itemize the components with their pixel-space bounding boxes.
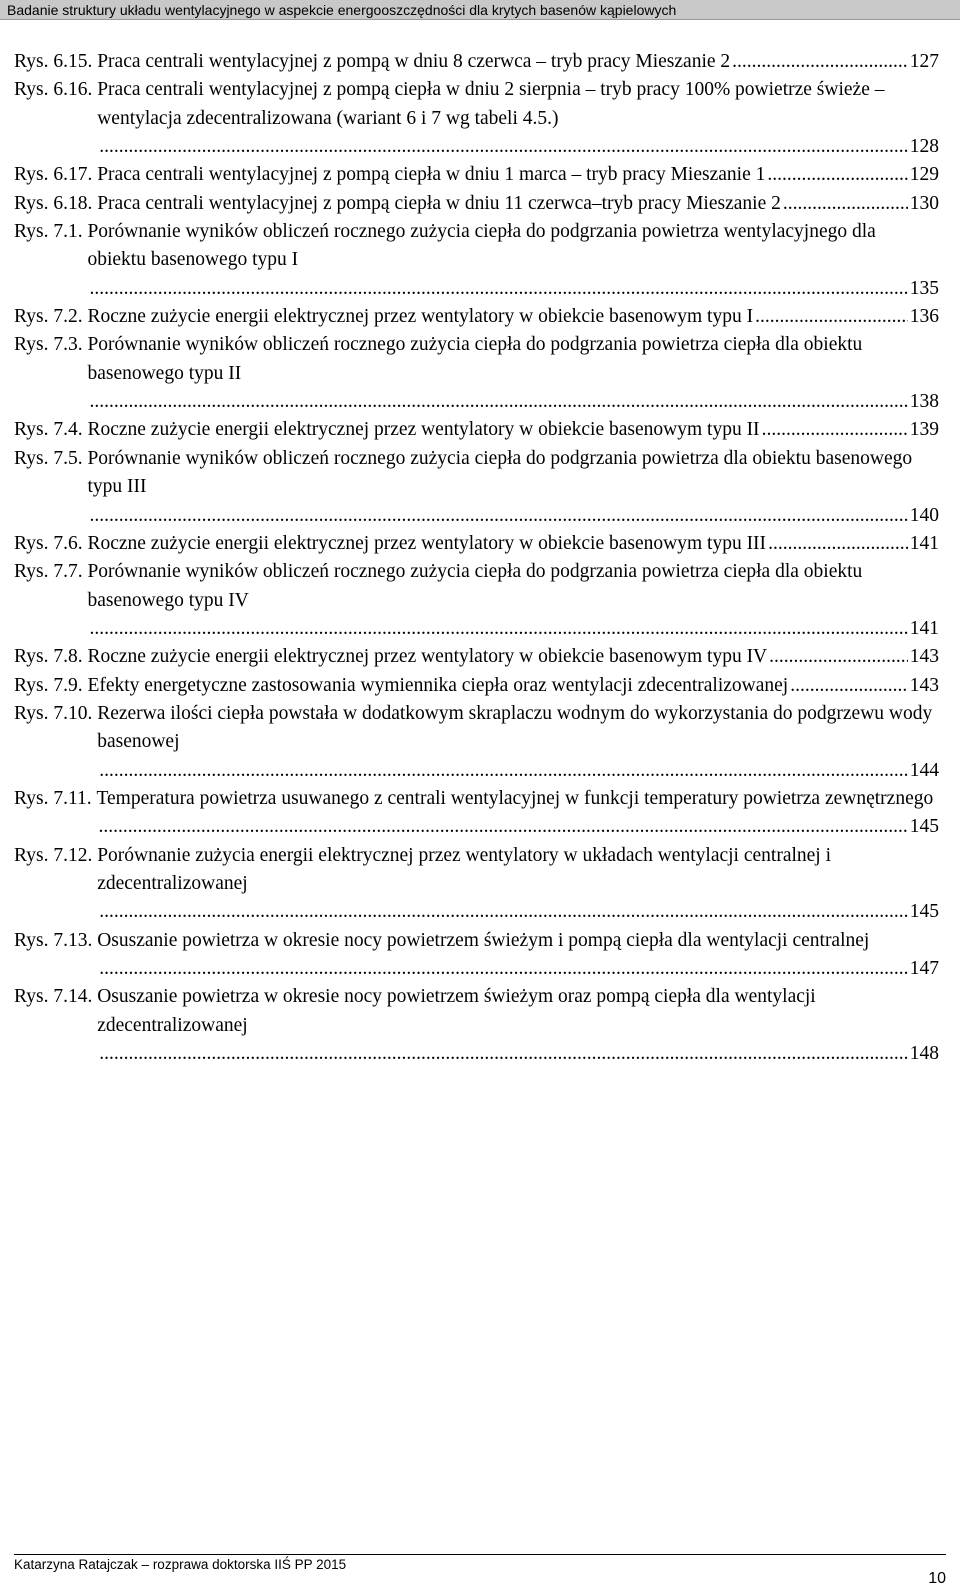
figure-number: Rys. 7.5. [14, 447, 88, 469]
toc-entry[interactable] [14, 76, 939, 161]
figure-title: Porównanie wyników obliczeń rocznego zużycia ciepła do podgrzania powietrza wentylacyjnego dla obiektu basenowego typu I [87, 221, 876, 271]
page-number: 139 [909, 419, 939, 441]
figure-title: Roczne zużycie energii elektrycznej przez wentylatory w obiekcie basenowym typu II [87, 419, 760, 441]
page-number: 145 [909, 901, 939, 923]
figure-title: Rezerwa ilości ciepła powstała w dodatkowym skraplaczu wodnym do wykorzystania do podgrzewu wody basenowej [97, 702, 933, 753]
toc-entry[interactable] [14, 700, 939, 785]
toc-entry[interactable] [14, 643, 939, 671]
dot-leader [788, 672, 908, 700]
dot-leader [753, 303, 908, 331]
toc-entry[interactable] [14, 48, 939, 76]
figure-number: Rys. 7.12. [14, 844, 98, 866]
page-number: 135 [909, 277, 939, 299]
page-number: 143 [909, 674, 939, 696]
toc-entry[interactable] [14, 218, 939, 303]
toc-entry[interactable] [14, 530, 939, 558]
page-number: 141 [909, 532, 939, 554]
toc-entry[interactable] [14, 842, 939, 927]
figure-number: Rys. 7.14. [14, 986, 98, 1008]
toc-entry[interactable] [14, 161, 939, 189]
dot-leader [760, 416, 908, 444]
figure-title: Roczne zużycie energii elektrycznej przez wentylatory w obiekcie basenowym typu III [87, 532, 767, 554]
figure-number: Rys. 6.17. [14, 164, 98, 186]
figure-title: Roczne zużycie energii elektrycznej przez wentylatory w obiekcie basenowym typu IV [87, 646, 768, 668]
toc-entry[interactable] [14, 303, 939, 331]
page-number: 136 [909, 306, 939, 328]
page-number: 141 [909, 617, 939, 639]
toc-entry[interactable] [14, 927, 939, 984]
figure-number: Rys. 6.15. [14, 51, 98, 72]
figure-number: Rys. 7.11. [14, 787, 97, 809]
dot-leader [87, 502, 907, 530]
toc-entry[interactable] [14, 331, 939, 416]
dot-leader [730, 48, 908, 76]
figure-title: Osuszanie powietrza w okresie nocy powietrzem świeżym oraz pompą ciepła dla wentylacji zdecentralizowanej [97, 986, 816, 1036]
page-number: 144 [909, 759, 939, 781]
figure-number: Rys. 7.1. [14, 221, 88, 243]
dot-leader [767, 643, 908, 671]
dot-leader [765, 161, 907, 189]
dot-leader [96, 813, 907, 841]
page-number: 130 [909, 192, 939, 214]
dot-leader [97, 1040, 908, 1068]
page-number: 128 [909, 136, 939, 158]
footer-author: Katarzyna Ratajczak – rozprawa doktorska IIŚ PP 2015 [14, 1557, 347, 1572]
dot-leader [97, 133, 908, 161]
dot-leader [87, 388, 907, 416]
page-number: 143 [909, 646, 939, 668]
figure-title: Porównanie wyników obliczeń rocznego zużycia ciepła do podgrzania powietrza ciepła dla obiektu basenowego typu IV [87, 561, 863, 611]
toc-entry[interactable] [14, 190, 939, 218]
figure-title: Roczne zużycie energii elektrycznej przez wentylatory w obiekcie basenowym typu I [87, 306, 754, 328]
figure-title: Porównanie wyników obliczeń rocznego zużycia ciepła do podgrzania powietrza ciepła dla obiektu basenowego typu II [87, 334, 863, 384]
toc-entry[interactable] [14, 672, 939, 700]
dot-leader [781, 190, 908, 218]
figure-number: Rys. 7.2. [14, 306, 88, 328]
figure-number: Rys. 7.8. [14, 646, 88, 668]
toc-entry[interactable] [14, 558, 939, 643]
page-number: 145 [909, 816, 939, 838]
dot-leader [97, 757, 908, 785]
footer-page-number: 10 [928, 1570, 946, 1587]
page-number: 140 [909, 504, 939, 526]
page-number: 147 [909, 958, 939, 979]
dot-leader [87, 275, 907, 303]
figure-number: Rys. 7.4. [14, 419, 88, 441]
figure-title: Praca centrali wentylacyjnej z pompą ciepła w dniu 11 czerwca–tryb pracy Mieszanie 2 [97, 192, 781, 214]
figure-title: Porównanie zużycia energii elektrycznej przez wentylatory w układach wentylacji centralnej i zdecentralizowanej [97, 844, 832, 894]
toc-entry[interactable] [14, 983, 939, 1068]
toc-entry[interactable] [14, 785, 939, 842]
figure-number: Rys. 7.9. [14, 674, 88, 696]
running-header: Badanie struktury układu wentylacyjnego w aspekcie energooszczędności dla krytych basenów kąpielowych [0, 0, 960, 20]
figure-title: Praca centrali wentylacyjnej z pompą ciepła w dniu 2 sierpnia – tryb pracy 100% powietrze świeże – wentylacja zdecentralizowana (wariant 6 i 7 wg tabeli 4.5.) [97, 79, 885, 129]
toc-entry[interactable] [14, 416, 939, 444]
figure-number: Rys. 7.7. [14, 561, 88, 583]
dot-leader [87, 615, 907, 643]
figure-number: Rys. 6.16. [14, 79, 98, 101]
figure-number: Rys. 7.13. [14, 929, 98, 951]
dot-leader [97, 955, 908, 983]
figure-title: Porównanie wyników obliczeń rocznego zużycia ciepła do podgrzania powietrza dla obiektu basenowego typu III [87, 447, 913, 498]
toc-entry[interactable] [14, 445, 939, 530]
page-number: 127 [909, 51, 939, 72]
dot-leader [766, 530, 908, 558]
figure-title: Temperatura powietrza usuwanego z centrali wentylacyjnej w funkcji temperatury powietrza zewnętrznego [96, 787, 934, 809]
dot-leader [97, 898, 908, 926]
figure-title: Osuszanie powietrza w okresie nocy powietrzem świeżym i pompą ciepła dla wentylacji centralnej [97, 929, 870, 951]
list-of-figures [14, 48, 939, 1068]
figure-number: Rys. 7.6. [14, 532, 88, 554]
figure-number: Rys. 6.18. [14, 192, 98, 214]
page-number: 138 [909, 391, 939, 413]
page-number: 129 [909, 164, 939, 186]
figure-number: Rys. 7.10. [14, 702, 98, 724]
figure-title: Efekty energetyczne zastosowania wymiennika ciepła oraz wentylacji zdecentralizowanej [87, 674, 789, 696]
footer-divider [14, 1554, 946, 1555]
figure-title: Praca centrali wentylacyjnej z pompą ciepła w dniu 1 marca – tryb pracy Mieszanie 1 [97, 164, 766, 186]
figure-title: Praca centrali wentylacyjnej z pompą w dniu 8 czerwca – tryb pracy Mieszanie 2 [97, 51, 731, 72]
figure-number: Rys. 7.3. [14, 334, 88, 356]
page-number: 148 [909, 1043, 939, 1065]
